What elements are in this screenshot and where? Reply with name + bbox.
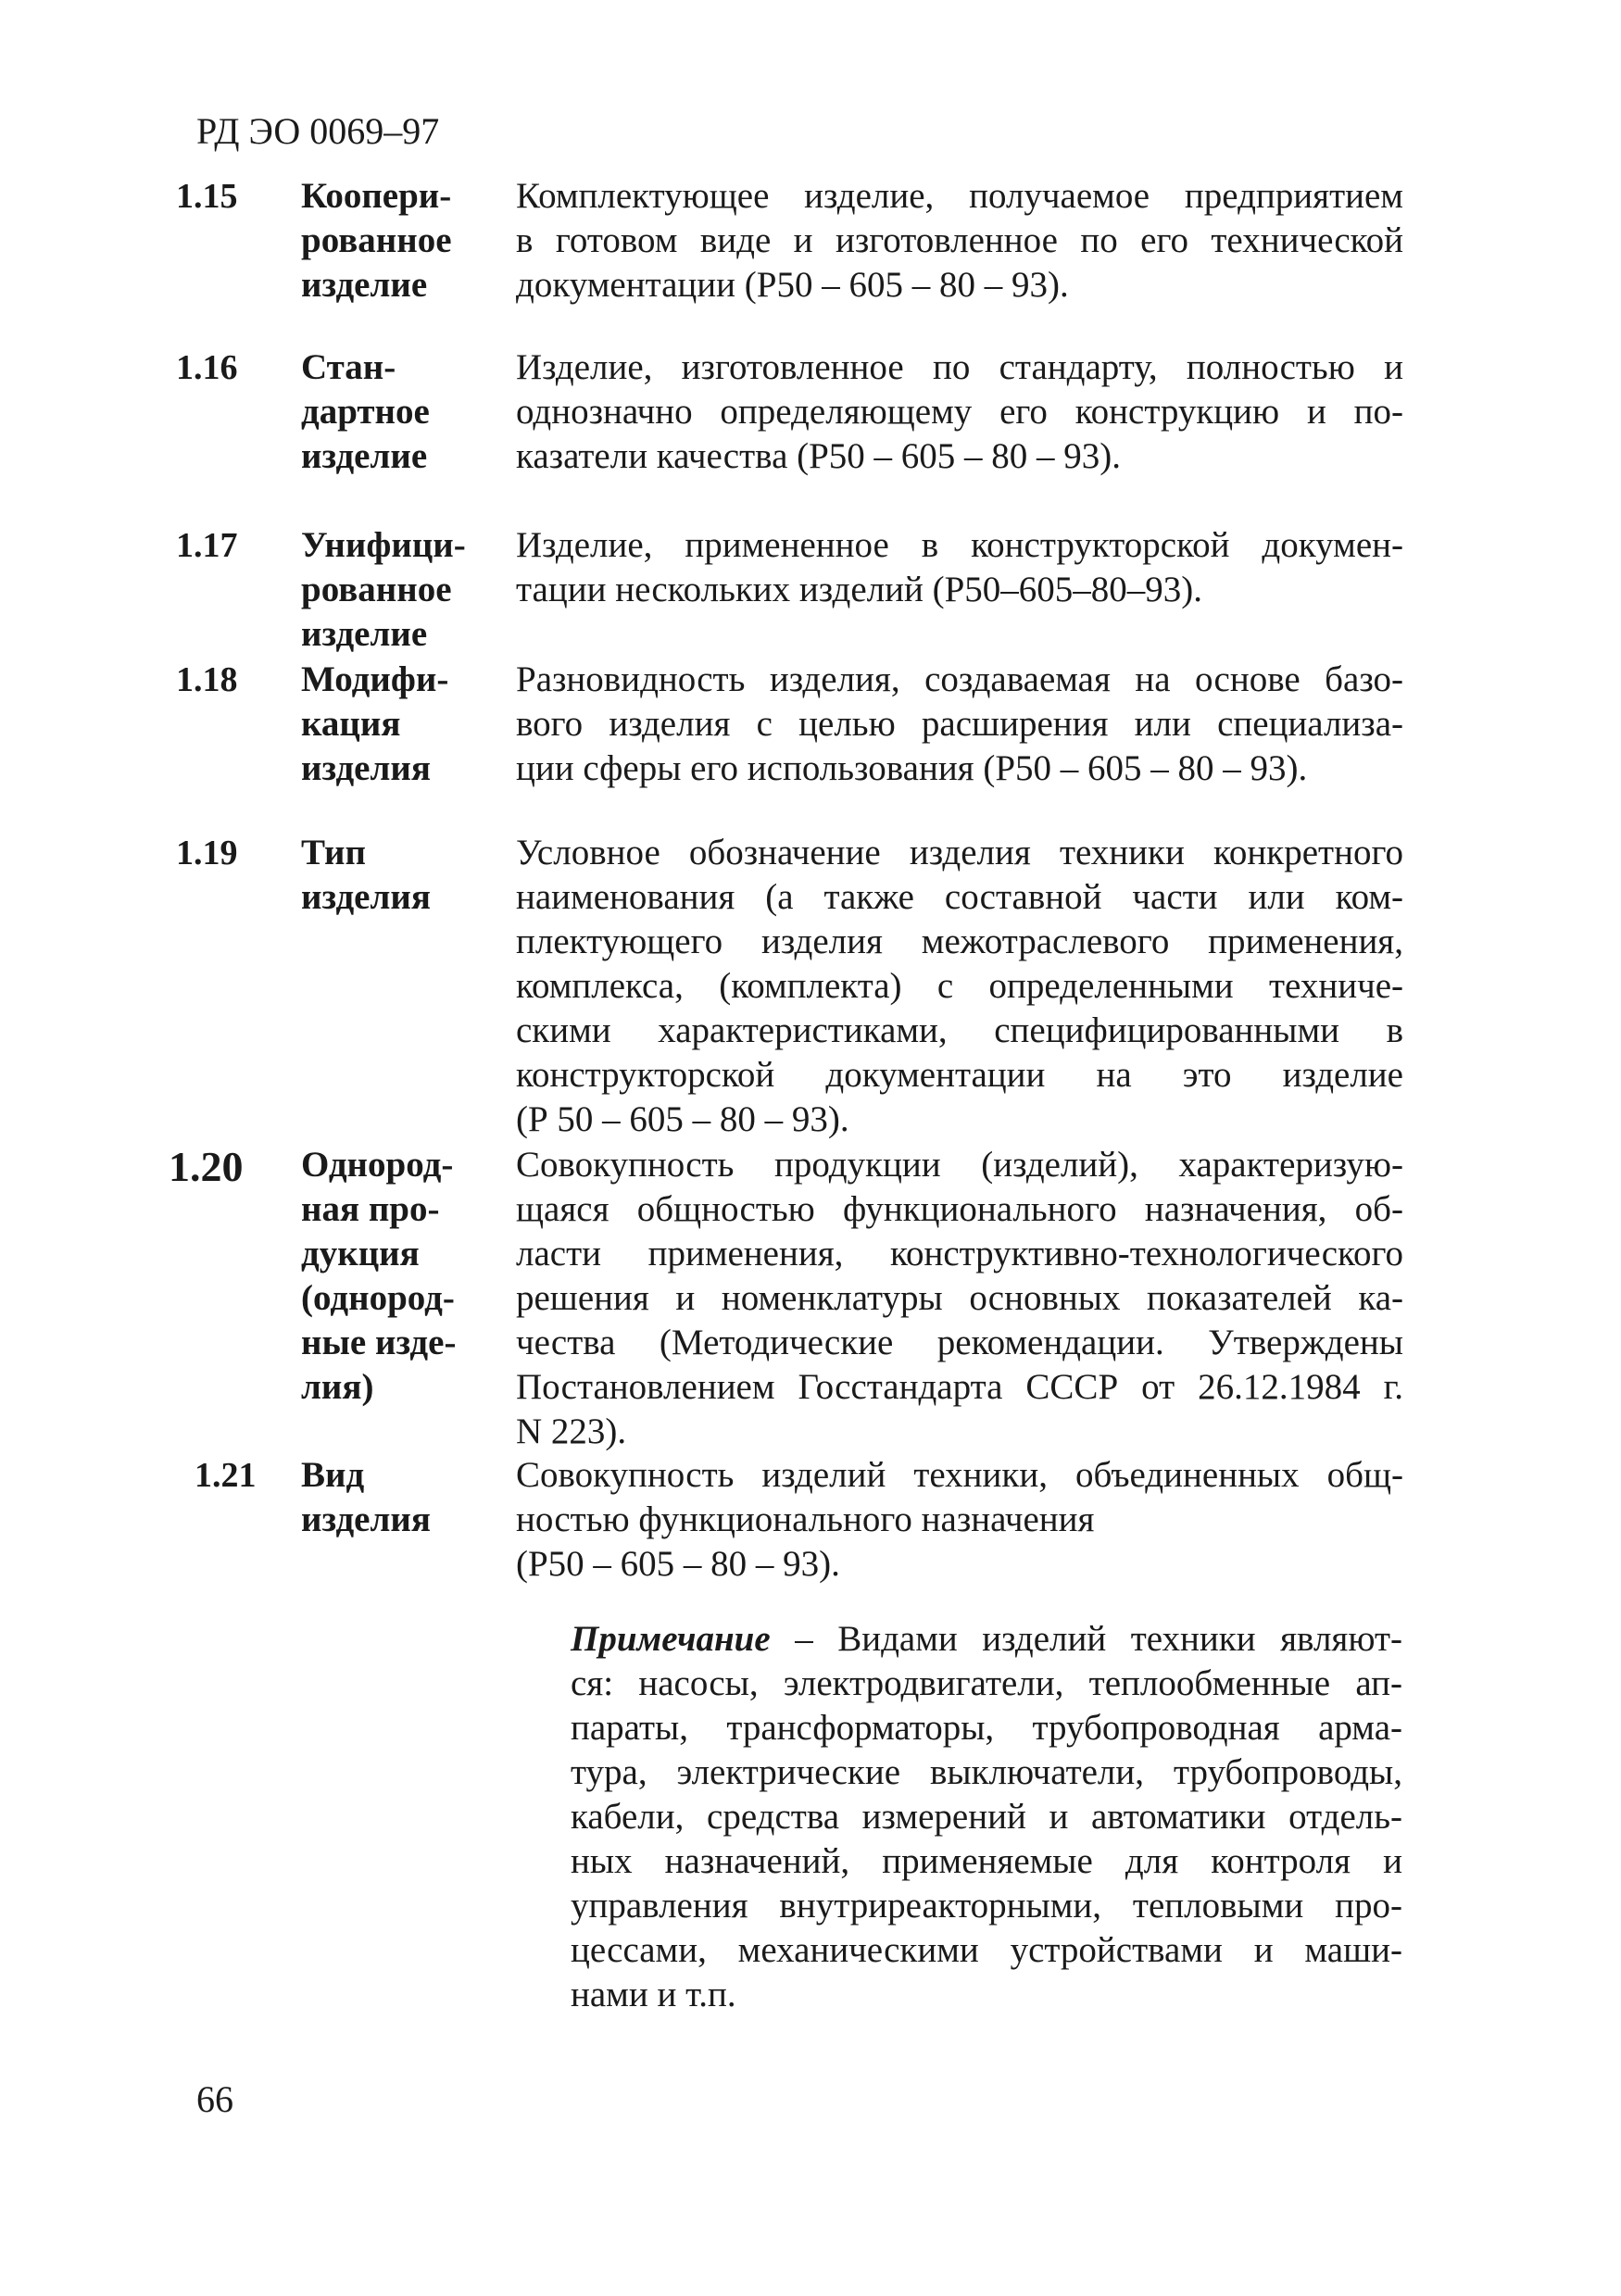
term-line: (однород- [301,1278,455,1318]
definition-line: (Р50 – 605 – 80 – 93). [516,1544,840,1584]
note-line: цессами, механическими устройствами и маши- [571,1930,1402,1970]
term-line: Однород- [301,1145,454,1185]
term-definition [516,345,1403,479]
term-definition [516,1143,1403,1454]
note-line: кабели, средства измерений и автоматики отдель- [571,1797,1402,1837]
note-line: нами и т.п. [571,1975,736,2014]
definition-line: комплекса, (комплекта) с определенными техниче- [516,966,1403,1006]
definition-line: решения и номенклатуры основных показателей ка- [516,1278,1403,1318]
term-line: Вид [301,1455,365,1495]
definition-line: Комплектующее изделие, получаемое предприятием [516,176,1403,216]
definition-line: документации (Р50 – 605 – 80 – 93). [516,265,1069,305]
term-line: изделия [301,877,431,917]
definition-line: щаяся общностью функционального назначения, об- [516,1189,1403,1229]
note-label: Примечание [571,1619,771,1659]
term-line: ная про- [301,1189,440,1229]
definition-line: Разновидность изделия, создаваемая на основе базо- [516,659,1403,699]
definition-line: однозначно определяющему его конструкцию и по- [516,392,1403,432]
definition-line: Совокупность изделий техники, объединенных общ- [516,1455,1403,1495]
definition-line: Совокупность продукции (изделий), характеризую- [516,1145,1403,1185]
term-name [301,174,496,307]
term-line: лия) [301,1367,374,1407]
entry-number: 1.21 [195,1456,257,1495]
term-line: дартное [301,392,430,432]
term-definition [516,523,1403,612]
term-line: изделие [301,614,428,654]
term-line: рованное [301,220,452,260]
definition-line: казатели качества (Р50 – 605 – 80 – 93). [516,436,1122,476]
definition-line: N 223). [516,1411,627,1451]
term-name [301,831,496,920]
term-name [301,523,496,657]
term-line: дукция [301,1234,420,1273]
term-line: кация [301,704,401,744]
definition-line: вого изделия с целью расширения или специализа- [516,704,1403,744]
page-number: 66 [196,2078,233,2120]
term-definition [516,831,1403,1142]
term-line: изделие [301,265,428,305]
definition-line: Условное обозначение изделия техники конкретного [516,833,1403,872]
term-line: Стан- [301,347,396,387]
definition-line: плектующего изделия межотраслевого применения, [516,922,1403,961]
note-block [571,1617,1402,2017]
term-line: Тип [301,833,366,872]
note-line: ся: насосы, электродвигатели, теплообменные ап- [571,1663,1402,1703]
term-definition [516,658,1403,791]
term-line: изделия [301,1499,431,1539]
term-line: Унифици- [301,525,466,565]
entry-number: 1.17 [176,526,238,565]
entry-number: 1.19 [176,834,238,872]
definition-line: ностью функционального назначения [516,1499,1095,1539]
term-definition [516,1453,1403,1587]
note-line: ных назначений, применяемые для контроля и [571,1841,1402,1881]
definition-line: ции сферы его использования (Р50 – 605 – 80 – 93). [516,748,1308,788]
note-line: тура, электрические выключатели, трубопроводы, [571,1752,1402,1792]
term-name [301,1143,496,1410]
definition-line: (Р 50 – 605 – 80 – 93). [516,1099,849,1139]
definition-line: скими характеристиками, специфицированными в [516,1010,1403,1050]
entry-number: 1.15 [176,177,238,216]
definition-line: Изделие, изготовленное по стандарту, полностью и [516,347,1403,387]
entry-number: 1.16 [176,348,238,387]
entry-number: 1.20 [169,1143,244,1190]
definition-line: наименования (а также составной части или ком- [516,877,1403,917]
definition-line: конструкторской документации на это изделие [516,1055,1403,1095]
note-line: параты, трансформаторы, трубопроводная арма- [571,1708,1402,1748]
definition-line: ласти применения, конструктивно-технологического [516,1234,1403,1273]
definition-line: чества (Методические рекомендации. Утверждены [516,1323,1403,1362]
term-line: рованное [301,570,452,609]
term-name [301,1453,496,1542]
note-line [571,1617,1402,1662]
term-line: изделие [301,436,428,476]
definition-line: Постановлением Госстандарта СССР от 26.12.1984 г. [516,1367,1403,1407]
term-definition [516,174,1403,307]
term-line: Модифи- [301,659,449,699]
note-line: управления внутриреакторными, тепловыми про- [571,1886,1402,1926]
term-name [301,345,496,479]
document-header: РД ЭО 0069–97 [196,110,440,152]
term-line: изделия [301,748,431,788]
note-text: – Видами изделий техники являют- [795,1619,1403,1659]
entry-number: 1.18 [176,660,238,699]
definition-line: тации нескольких изделий (Р50–605–80–93). [516,570,1203,609]
definition-line: Изделие, примененное в конструкторской докумен- [516,525,1403,565]
term-line: Коопери- [301,176,452,216]
definition-line: в готовом виде и изготовленное по его технической [516,220,1403,260]
term-name [301,658,496,791]
term-line: ные изде- [301,1323,457,1362]
